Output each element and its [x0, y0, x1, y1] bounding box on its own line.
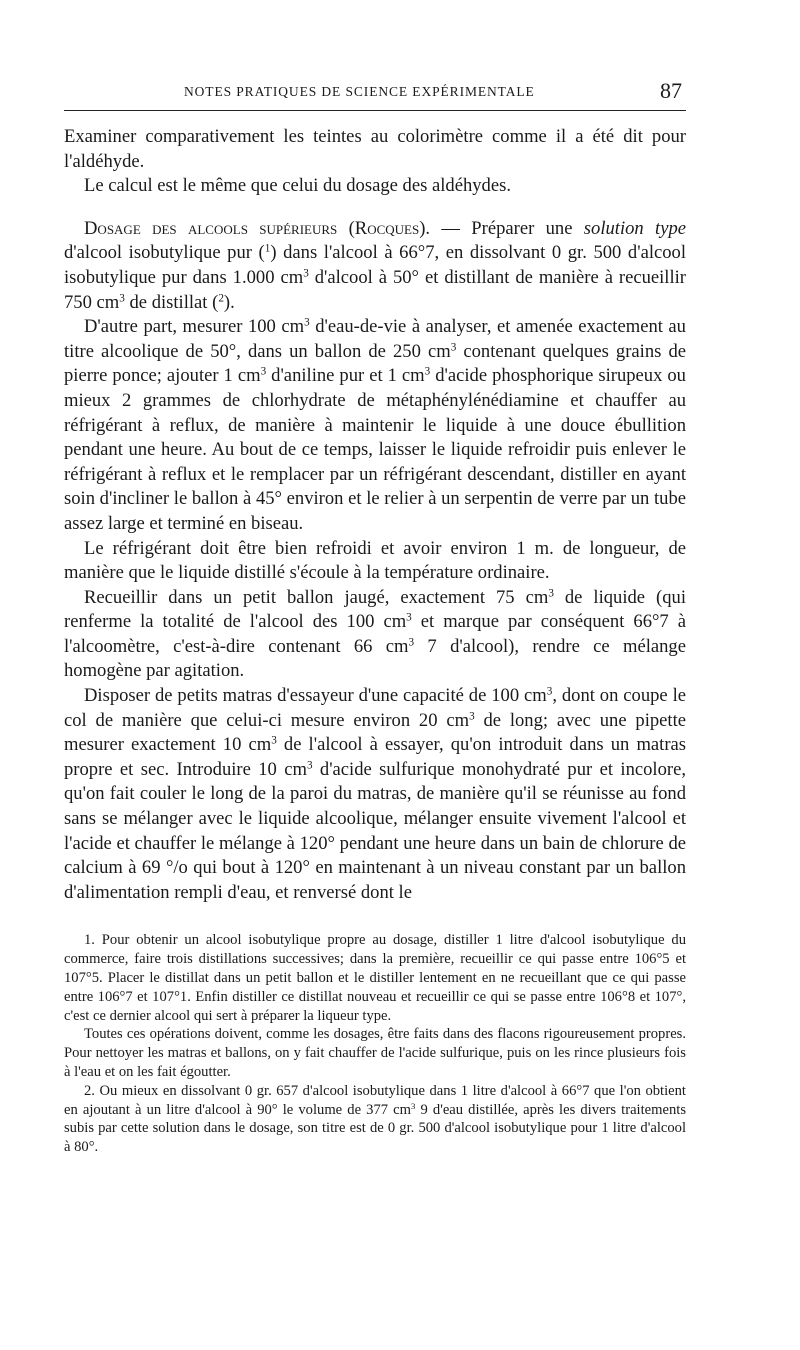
- paragraph-colorimeter: Examiner comparativement les teintes au colorimètre comme il a été dit pour l'aldéhyde.: [64, 126, 686, 172]
- footnote-ref-2: 2: [218, 291, 224, 304]
- page-number: 87: [660, 78, 682, 103]
- body-text: [64, 125, 686, 905]
- paragraph-calculation: Le calcul est le même que celui du dosage des aldéhydes.: [84, 175, 511, 197]
- footnote-ref-1: 1: [264, 242, 271, 255]
- footnotes: [64, 931, 686, 1157]
- paragraph-dosage-alcools-superieurs: Dosage des alcools supérieurs (Rocques). — Préparer une solution type d'alcool isobutylique pur ($^1$) dans l'alcool à 66°7, en dissolvant 0 gr. 500 d'alcool isobutylique pur dans 1.000 $cm^3$ d'alcool à 50° et distillant de manière à recueillir 750 $cm^3$ de distillat ($^2$).: [64, 217, 687, 313]
- paragraph-matras: Disposer de petits matras d'essayeur d'une capacité de 100 $cm^3$, dont on coupe le col de manière que celui-ci mesure environ 20 $cm^3$ de long; avec une pipette mesurer exactement 10 $cm^3$ de l'alcool à essayer, qu'on introduit dans un matras propre et sec. Introduire 10 $cm^3$ d'acide sulfurique monohydraté pur et incolore, qu'on fait couler le long de la paroi du matras, de manière qu'il se réunisse au fond sans se mélanger avec le liquide alcoolique, mélanger ensuite vivement l'alcool et l'acide et chauffer le mélange à 120° pendant une heure dans un bain de chlorure de calcium à 69 °/o qui bout à 120° en maintenant à un niveau constant par un ballon d'alimentation rempli d'eau, et renversé dont le: [64, 685, 687, 903]
- book-page: [64, 78, 686, 1157]
- footnote-2: 2. Ou mieux en dissolvant 0 gr. 657 d'alcool isobutylique dans 1 litre d'alcool à 66°7 que l'on obtient en ajoutant à un litre d'alcool à 90° le volume de 377 $cm^3$ 9 d'eau distillée, après les divers traitements subis par cette solution dans le dosage, son titre est de 0 gr. 500 d'alcool isobutylique pour 1 litre d'alcool à 80°.: [64, 1082, 686, 1156]
- emphasis-solution-type: solution type: [583, 217, 686, 239]
- section-heading: Dosage des alcools supérieurs (Rocques).: [84, 217, 431, 239]
- paragraph-recueillir: Recueillir dans un petit ballon jaugé, exactement 75 $cm^3$ de liquide (qui renferme la totalité de l'alcool des 100 $cm^3$ et marque par conséquent 66°7 à l'alcoomètre, c'est-à-dire contenant 66 $cm^3$ 7 d'alcool), rendre ce mélange homogène par agitation.: [64, 586, 687, 682]
- paragraph-distillation: D'autre part, mesurer 100 $cm^3$ d'eau-de-vie à analyser, et amenée exactement au titre alcoolique de 50°, dans un ballon de 250 $cm^3$ contenant quelques grains de pierre ponce; ajouter 1 $cm^3$ d'aniline pur et 1 $cm^3$ d'acide phosphorique sirupeux ou mieux 2 grammes de chlorhydrate de métaphénylénédiamine et chauffer au réfrigérant à reflux, de manière à maintenir le liquide à une douce ébullition pendant une heure. Au bout de ce temps, laisser le liquide refroidir puis enlever le réfrigérant à reflux et le remplacer par un réfrigérant descendant, distiller en ayant soin d'incliner le ballon à 45° environ et le relier à un serpentin de verre par un tube assez large et terminé en biseau.: [64, 316, 686, 534]
- paragraph-refrigerant: Le réfrigérant doit être bien refroidi et avoir environ 1 m. de longueur, de manière que le liquide distillé s'écoule à la température ordinaire.: [64, 537, 686, 584]
- running-head: NOTES PRATIQUES DE SCIENCE EXPÉRIMENTALE: [184, 84, 535, 99]
- page-header: [64, 78, 686, 111]
- footnote-1-continued: Toutes ces opérations doivent, comme les dosages, être faits dans des flacons rigoureusement propres. Pour nettoyer les matras et ballons, on y fait chauffer de l'acide sulfurique, puis on les rince plusieurs fois à l'eau et on les fait égoutter.: [64, 1026, 686, 1080]
- footnote-1: 1. Pour obtenir un alcool isobutylique propre au dosage, distiller 1 litre d'alcool isobutylique du commerce, faire trois distillations successives; dans la première, recueillir ce qui passe entre 106°5 et 107°5. Placer le distillat dans un petit ballon et le distiller lentement en ne recueillant que ce qui passe entre 106°7 et 107°1. Enfin distiller ce distillat nouveau et recueillir ce qui se passe entre 106°8 et 107°, c'est ce dernier alcool qui sert à préparer la liqueur type.: [64, 932, 686, 1024]
